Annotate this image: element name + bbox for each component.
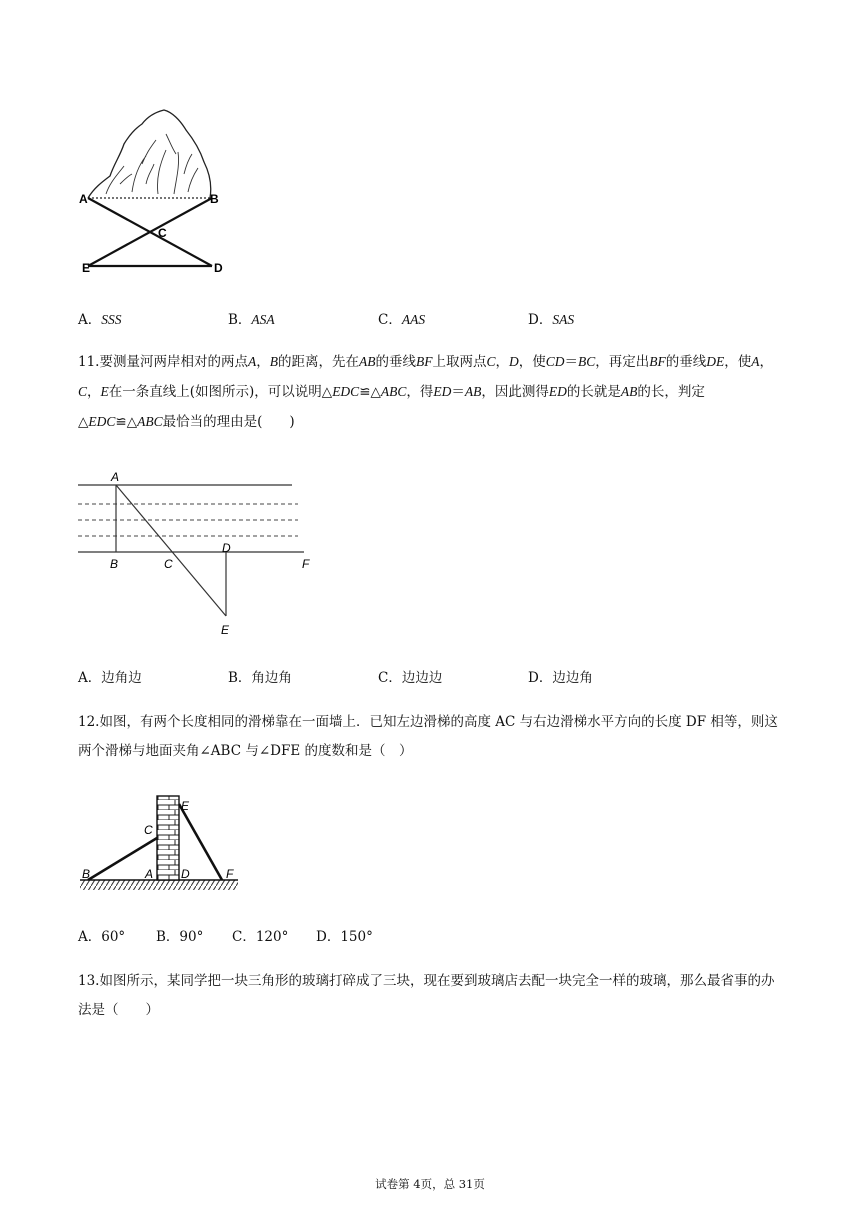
fig1-label-a: A [79, 192, 88, 206]
q12-option-a[interactable]: A．60° [78, 929, 126, 945]
fig2-label-d: D [222, 541, 231, 555]
fig2-label-f: F [302, 557, 310, 571]
fig3-label-e: E [181, 799, 190, 813]
fig2-label-b: B [110, 557, 119, 571]
figure-slides-wall [76, 790, 244, 896]
fig2-label-c: C [164, 557, 173, 571]
q11-option-c[interactable]: C．边边边 [378, 670, 443, 686]
question-12: 12.如图，有两个长度相同的滑梯靠在一面墙上．已知左边滑梯的高度 AC 与右边滑梯水平方向的长度 DF 相等，则这两个滑梯与地面夹角∠ABC 与∠DFE 的度数和是（ ） [78, 714, 778, 759]
q10-option-d[interactable]: D．SAS [528, 312, 575, 328]
fig1-label-e: E [82, 261, 91, 275]
fig3-label-a: A [145, 867, 154, 881]
fig3-label-b: B [82, 867, 91, 881]
q11-option-b[interactable]: B．角边角 [228, 670, 292, 686]
fig3-label-c: C [144, 823, 153, 837]
fig2-label-e: E [221, 623, 230, 637]
q12-option-b[interactable]: B．90° [156, 929, 204, 945]
question-13: 13.如图所示，某同学把一块三角形的玻璃打碎成了三块，现在要到玻璃店去配一块完全一样的玻璃，那么最省事的办法是（ ） [78, 973, 775, 1018]
figure-mountain-triangles [76, 104, 236, 279]
q12-option-c[interactable]: C．120° [232, 929, 289, 945]
fig3-label-f: F [226, 867, 234, 881]
q11-option-d[interactable]: D．边边角 [528, 670, 593, 686]
figure-river-measurement [76, 470, 316, 640]
fig2-label-a: A [111, 470, 120, 484]
page-footer: 试卷第 4页，总 31页 [375, 1177, 485, 1191]
q12-option-d[interactable]: D．150° [316, 929, 373, 945]
q10-option-a[interactable]: A．SSS [78, 312, 122, 328]
fig1-label-d: D [214, 261, 223, 275]
question-11: 11.要测量河两岸相对的两点A，B的距离，先在AB的垂线BF上取两点C，D，使CD＝BC，再定出BF的垂线DE，使A，C，E在一条直线上(如图所示)，可以说明△EDC≌△ABC，得ED＝AB，因此测得ED的长就是AB的长，判定△EDC≌△ABC最恰当的理由是( ) [78, 354, 774, 430]
q10-option-b[interactable]: B．ASA [228, 312, 275, 328]
q11-option-a[interactable]: A．边角边 [78, 670, 142, 686]
fig1-label-b: B [210, 192, 219, 206]
q11-number: 11. [78, 354, 100, 370]
fig3-label-d: D [181, 867, 190, 881]
fig1-label-c: C [158, 226, 167, 240]
q10-option-c[interactable]: C．AAS [378, 312, 426, 328]
